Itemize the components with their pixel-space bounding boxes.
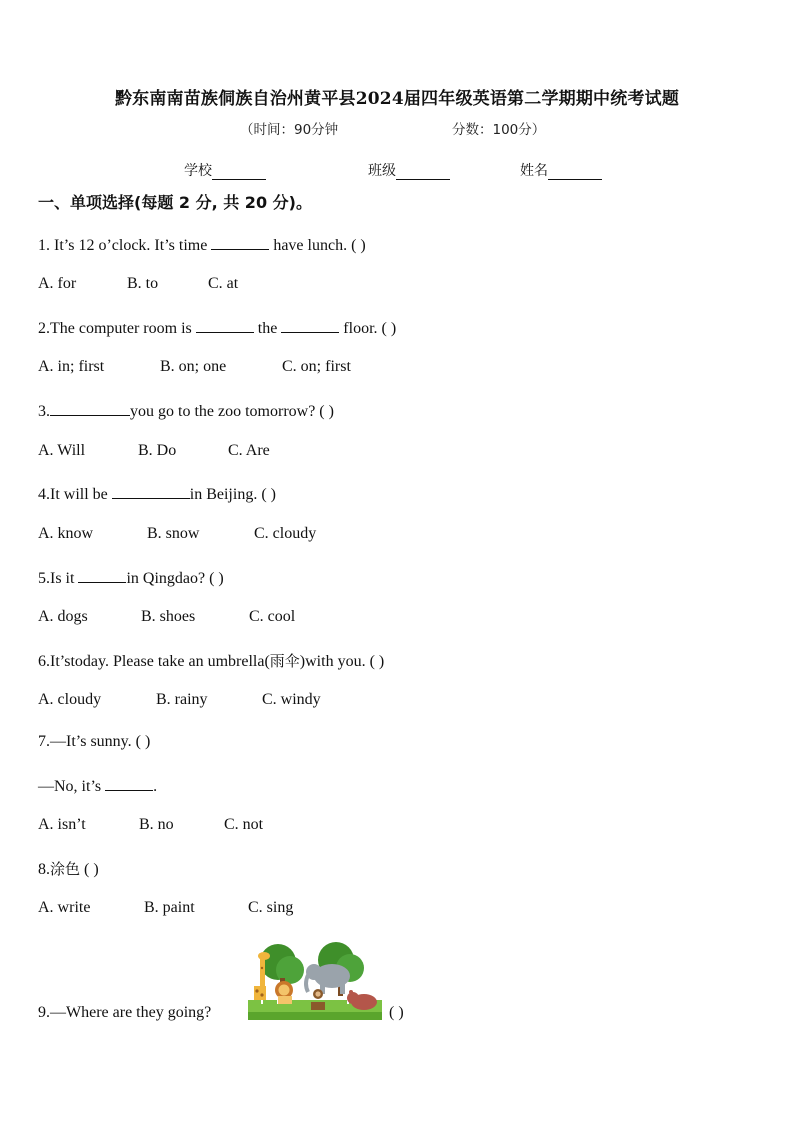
option-c[interactable]: C. windy [262, 691, 321, 708]
class-blank[interactable] [396, 165, 450, 180]
option-b[interactable]: B. paint [144, 899, 195, 916]
question-2-text: 2.The computer room is [38, 320, 196, 337]
question-7: 7.—It’s sunny. ( ) [38, 733, 151, 750]
answer-blank[interactable] [196, 317, 254, 333]
class-field [368, 160, 450, 180]
question-8 [38, 858, 99, 879]
question-6 [38, 650, 384, 671]
question-7-response-end: . [153, 778, 158, 795]
option-c[interactable]: C. not [224, 816, 264, 833]
question-1-text: 1. It’s 12 o’clock. It’s time [38, 237, 212, 254]
option-b[interactable]: B. rainy [156, 691, 208, 708]
answer-blank[interactable] [211, 234, 269, 250]
question-7-response [38, 775, 157, 796]
answer-blank[interactable] [281, 317, 339, 333]
question-8-chinese: 涂色 [50, 860, 81, 878]
option-b[interactable]: B. on; one [160, 358, 227, 375]
option-b[interactable]: B. snow [147, 525, 200, 542]
question-4 [38, 483, 276, 504]
question-4-text: 4.It will be [38, 486, 112, 503]
option-c[interactable]: C. cloudy [254, 525, 317, 542]
class-label: 班级 [368, 163, 396, 179]
option-c[interactable]: C. at [208, 275, 239, 292]
question-7-response-text: —No, it’s [38, 778, 106, 795]
question-5 [38, 567, 224, 588]
question-3-text-end: you go to the zoo tomorrow? ( ) [130, 403, 334, 420]
option-b[interactable]: B. no [139, 816, 174, 833]
question-5-text-end: in Qingdao? ( ) [126, 570, 224, 587]
option-b[interactable]: B. Do [138, 442, 177, 459]
answer-blank[interactable] [105, 775, 153, 791]
option-b[interactable]: B. shoes [141, 608, 196, 625]
question-9-answer-paren[interactable]: ( ) [389, 1004, 404, 1021]
name-blank[interactable] [548, 165, 602, 180]
question-1-text-end: have lunch. ( ) [269, 237, 366, 254]
answer-blank[interactable] [78, 567, 126, 583]
question-6-text: 6.It’stoday. Please take an umbrella( [38, 653, 270, 670]
name-field [520, 160, 602, 180]
question-9: 9.—Where are they going? [38, 1004, 212, 1021]
school-blank[interactable] [212, 165, 266, 180]
option-c[interactable]: C. Are [228, 442, 270, 459]
option-a[interactable]: A. Will [38, 442, 86, 459]
answer-blank[interactable] [112, 483, 190, 499]
question-3 [38, 400, 334, 421]
school-field [184, 160, 266, 180]
exam-score: 分数：100分） [452, 122, 546, 138]
option-c[interactable]: C. on; first [282, 358, 351, 375]
option-a[interactable]: A. in; first [38, 358, 105, 375]
option-a[interactable]: A. cloudy [38, 691, 102, 708]
question-2-text-mid: the [253, 320, 282, 337]
question-2 [38, 317, 396, 338]
option-c[interactable]: C. cool [249, 608, 296, 625]
question-8-number: 8. [38, 861, 50, 878]
question-3-text: 3. [38, 403, 50, 420]
question-6-text-end: )with you. ( ) [299, 653, 385, 670]
exam-time: （时间：90分钟 [240, 122, 339, 138]
question-4-text-end: in Beijing. ( ) [189, 486, 276, 503]
question-2-text-end: floor. ( ) [339, 320, 397, 337]
school-label: 学校 [184, 163, 212, 179]
question-1 [38, 234, 366, 255]
option-a[interactable]: A. dogs [38, 608, 88, 625]
question-8-text-end: ( ) [80, 861, 99, 878]
section-heading: 一、单项选择(每题 2 分, 共 20 分)。 [38, 193, 312, 212]
option-a[interactable]: A. isn’t [38, 816, 86, 833]
answer-blank[interactable] [50, 400, 130, 416]
option-a[interactable]: A. write [38, 899, 91, 916]
option-a[interactable]: A. for [38, 275, 77, 292]
option-a[interactable]: A. know [38, 525, 94, 542]
option-b[interactable]: B. to [127, 275, 159, 292]
page-title: 黔东南南苗族侗族自治州黄平县2024届四年级英语第二学期期中统考试题 [114, 89, 680, 109]
question-5-text: 5.Is it [38, 570, 79, 587]
name-label: 姓名 [520, 163, 548, 179]
zoo-animals-illustration-icon [248, 942, 382, 1020]
umbrella-chinese-word: 雨伞 [269, 652, 300, 670]
option-c[interactable]: C. sing [248, 899, 294, 916]
